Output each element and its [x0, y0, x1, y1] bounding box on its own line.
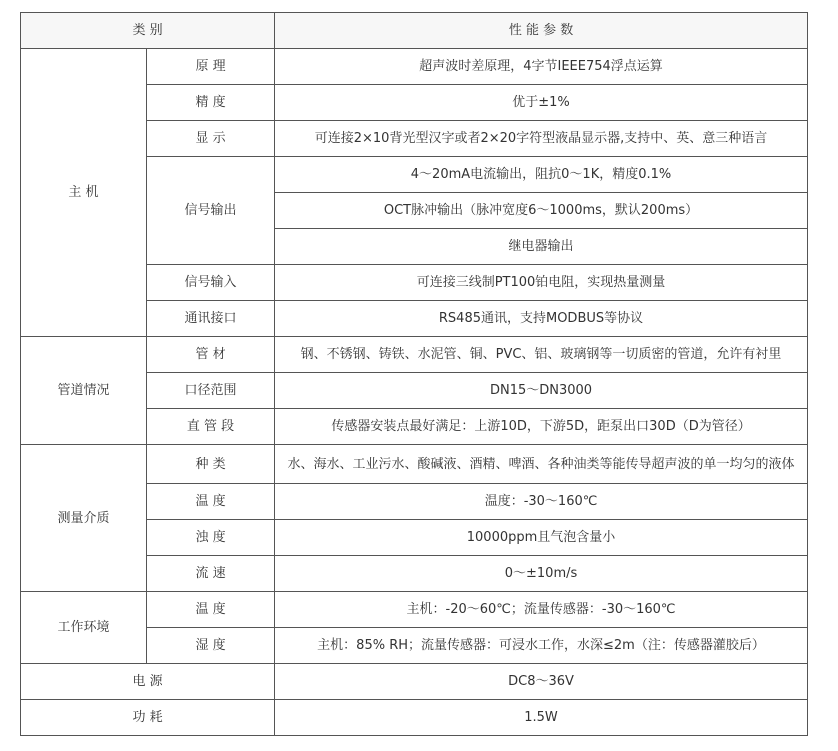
row-value: 超声波时差原理，4字节IEEE754浮点运算	[275, 49, 808, 85]
row-value: 传感器安装点最好满足：上游10D，下游5D，距泵出口30D（D为管径）	[275, 409, 808, 445]
row-value: RS485通讯，支持MODBUS等协议	[275, 301, 808, 337]
row-value: 温度：-30～160℃	[275, 484, 808, 520]
row-label: 管 材	[147, 337, 275, 373]
row-value: 继电器输出	[275, 229, 808, 265]
row-label: 显 示	[147, 121, 275, 157]
row-value: OCT脉冲输出（脉冲宽度6～1000ms，默认200ms）	[275, 193, 808, 229]
row-value: 水、海水、工业污水、酸碱液、酒精、啤酒、各种油类等能传导超声波的单一均匀的液体	[275, 445, 808, 484]
row-label: 口径范围	[147, 373, 275, 409]
row-label: 湿 度	[147, 628, 275, 664]
row-value: 优于±1%	[275, 85, 808, 121]
row-value: 可连接2×10背光型汉字或者2×20字符型液晶显示器,支持中、英、意三种语言	[275, 121, 808, 157]
power-supply-label: 电 源	[21, 664, 275, 700]
row-label: 温 度	[147, 484, 275, 520]
table-row	[21, 445, 808, 484]
row-value: 4～20mA电流输出，阻抗0～1K，精度0.1%	[275, 157, 808, 193]
row-label: 流 速	[147, 556, 275, 592]
row-label: 信号输出	[147, 157, 275, 265]
power-consumption-label: 功 耗	[21, 700, 275, 736]
power-consumption-value: 1.5W	[275, 700, 808, 736]
table-row	[21, 700, 808, 736]
power-supply-value: DC8～36V	[275, 664, 808, 700]
table-row	[21, 592, 808, 628]
spec-table	[20, 12, 808, 736]
row-label: 精 度	[147, 85, 275, 121]
row-label: 直 管 段	[147, 409, 275, 445]
table-row	[21, 337, 808, 373]
row-value: 钢、不锈钢、铸铁、水泥管、铜、PVC、铝、玻璃钢等一切质密的管道，允许有衬里	[275, 337, 808, 373]
row-label: 通讯接口	[147, 301, 275, 337]
row-label: 浊 度	[147, 520, 275, 556]
group-label-medium: 测量介质	[21, 445, 147, 592]
group-label-host: 主 机	[21, 49, 147, 337]
row-value: DN15～DN3000	[275, 373, 808, 409]
row-value: 0～±10m/s	[275, 556, 808, 592]
category-header: 类 别	[21, 13, 275, 49]
params-header: 性 能 参 数	[275, 13, 808, 49]
table-row	[21, 49, 808, 85]
row-value: 10000ppm且气泡含量小	[275, 520, 808, 556]
row-label: 原 理	[147, 49, 275, 85]
group-label-pipe: 管道情况	[21, 337, 147, 445]
row-value: 主机：-20～60℃；流量传感器：-30～160℃	[275, 592, 808, 628]
row-value: 主机：85% RH；流量传感器：可浸水工作，水深≤2m（注：传感器灌胶后）	[275, 628, 808, 664]
table-header-row	[21, 13, 808, 49]
row-label: 信号输入	[147, 265, 275, 301]
group-label-environment: 工作环境	[21, 592, 147, 664]
row-value: 可连接三线制PT100铂电阻，实现热量测量	[275, 265, 808, 301]
row-label: 温 度	[147, 592, 275, 628]
table-row	[21, 664, 808, 700]
row-label: 种 类	[147, 445, 275, 484]
